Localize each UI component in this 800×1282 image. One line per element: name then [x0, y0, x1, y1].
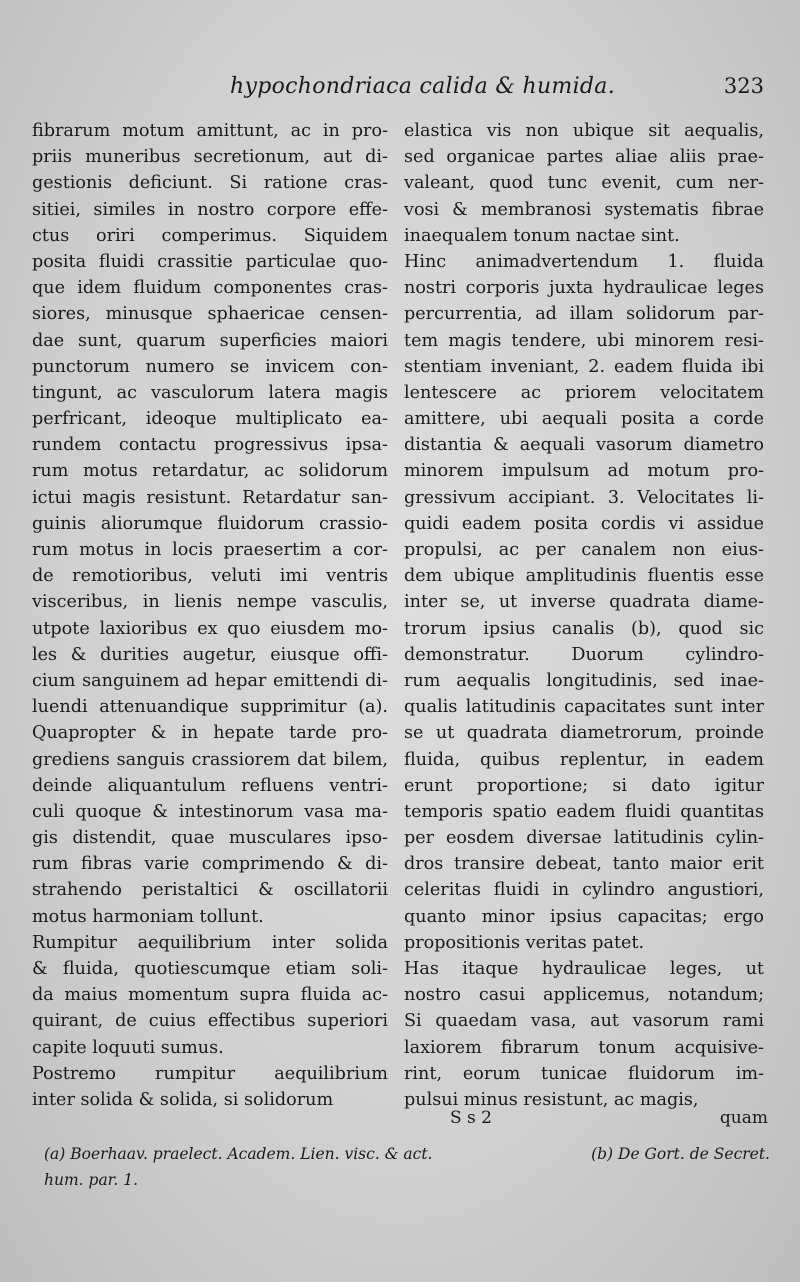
- text-line: rundem contactu progressivus ipsa-: [32, 435, 388, 456]
- page-header: [230, 74, 770, 104]
- text-line: gestionis deficiunt. Si ratione cras-: [32, 173, 388, 194]
- text-line: dros transire debeat, tanto maior erit: [404, 854, 764, 875]
- text-line: utpote laxioribus ex quo eiusdem mo-: [32, 618, 388, 639]
- text-line: cium sanguinem ad hepar emittendi di-: [32, 670, 388, 691]
- text-line: se ut quadrata diametrorum, proinde: [404, 723, 764, 744]
- text-line: propulsi, ac per canalem non eius-: [404, 540, 764, 560]
- text-line: les & durities augetur, eiusque offi-: [32, 644, 388, 665]
- text-line: strahendo peristaltici & oscillatorii: [32, 880, 388, 901]
- text-line: pulsui minus resistunt, ac magis,: [404, 1089, 699, 1110]
- text-line: per eosdem diversae latitudinis cylin-: [404, 828, 764, 849]
- text-line: deinde aliquantulum refluens ventri-: [32, 775, 388, 796]
- text-line: rint, eorum tunicae fluidorum im-: [404, 1063, 764, 1084]
- text-line: vosi & membranosi systematis fibrae: [404, 199, 764, 220]
- text-line: Si quaedam vasa, aut vasorum rami: [404, 1011, 764, 1032]
- footnote-line: [44, 1141, 770, 1167]
- text-line: elastica vis non ubique sit aequalis,: [404, 121, 764, 141]
- text-line: valeant, quod tunc evenit, cum ner-: [404, 173, 764, 194]
- text-line: Hinc animadvertendum 1. fluida: [404, 251, 764, 272]
- text-line: sitiei, similes in nostro corpore effe-: [32, 199, 388, 220]
- text-line: quanto minor ipsius capacitas; ergo: [404, 906, 764, 927]
- text-line: de remotioribus, veluti imi ventris: [32, 566, 388, 587]
- signature-mark: S s 2: [450, 1108, 492, 1128]
- text-line: grediens sanguis crassiorem dat bilem,: [32, 749, 388, 770]
- text-line: qualis latitudinis capacitates sunt inter: [404, 697, 764, 718]
- text-line: quidi eadem posita cordis vi assidue: [404, 513, 764, 534]
- text-line: distantia & aequali vasorum diametro: [404, 435, 764, 456]
- text-line: rum aequalis longitudinis, sed inae-: [404, 670, 764, 691]
- text-line: ctus oriri comperimus. Siquidem: [32, 225, 388, 246]
- text-line: perfricant, ideoque multiplicato ea-: [32, 409, 388, 430]
- text-line: guinis aliorumque fluidorum crassio-: [32, 513, 388, 534]
- text-line: fibrarum motum amittunt, ac in pro-: [32, 121, 388, 141]
- text-line: trorum ipsius canalis (b), quod sic: [404, 618, 764, 639]
- text-line: rum motus retardatur, ac solidorum: [32, 461, 388, 482]
- text-line: rum motus in locis praesertim a cor-: [32, 540, 388, 560]
- text-line: sed organicae partes aliae aliis prae-: [404, 147, 764, 168]
- text-line: demonstratur. Duorum cylindro-: [404, 644, 764, 665]
- text-line: quirant, de cuius effectibus superiori: [32, 1011, 388, 1032]
- text-line: Postremo rumpitur aequilibrium: [32, 1063, 388, 1084]
- text-line: erunt proportione; si dato igitur: [404, 775, 764, 796]
- text-line: tem magis tendere, ubi minorem resi-: [404, 330, 764, 351]
- text-line: Quapropter & in hepate tarde pro-: [32, 723, 388, 744]
- running-title: hypochondriaca calida & humida.: [230, 74, 616, 99]
- catchline: [404, 1108, 768, 1134]
- text-line: lentescere ac priorem velocitatem: [404, 382, 764, 403]
- text-line: fluida, quibus replentur, in eadem: [404, 749, 764, 770]
- text-line: gis distendit, quae musculares ipso-: [32, 828, 388, 849]
- left-text-column: [32, 118, 388, 1113]
- catchword: quam: [719, 1108, 768, 1128]
- text-line: stentiam inveniant, 2. eadem fluida ibi: [404, 356, 764, 377]
- text-line: priis muneribus secretionum, aut di-: [32, 147, 388, 168]
- footnote-a-continuation: hum. par. 1.: [44, 1171, 139, 1189]
- right-text-column: [404, 118, 764, 1113]
- text-line: dem ubique amplitudinis fluentis esse: [404, 566, 764, 587]
- text-line: inter solida & solida, si solidorum: [32, 1089, 334, 1110]
- page-number: 323: [723, 74, 764, 98]
- text-line: inaequalem tonum nactae sint.: [404, 225, 680, 246]
- text-line: gressivum accipiant. 3. Velocitates li-: [404, 487, 764, 508]
- text-line: Rumpitur aequilibrium inter solida: [32, 932, 388, 953]
- text-line: tingunt, ac vasculorum latera magis: [32, 382, 388, 403]
- text-line: nostro casui applicemus, notandum;: [404, 985, 764, 1006]
- text-line: posita fluidi crassitie particulae quo-: [32, 251, 388, 272]
- text-line: inter se, ut inverse quadrata diame-: [404, 592, 764, 613]
- text-line: & fluida, quotiescumque etiam soli-: [32, 959, 388, 979]
- text-line: capite loquuti sumus.: [32, 1037, 224, 1058]
- footnote-a: (a) Boerhaav. praelect. Academ. Lien. visc. & act.: [44, 1145, 433, 1163]
- text-line: da maius momentum supra fluida ac-: [32, 985, 388, 1006]
- text-line: visceribus, in lienis nempe vasculis,: [32, 592, 388, 613]
- text-line: punctorum numero se invicem con-: [32, 356, 388, 377]
- text-line: amittere, ubi aequali posita a corde: [404, 409, 764, 430]
- text-line: percurrentia, ad illam solidorum par-: [404, 304, 764, 325]
- text-line: rum fibras varie comprimendo & di-: [32, 854, 388, 875]
- text-line: siores, minusque sphaericae censen-: [32, 304, 388, 325]
- text-line: nostri corporis juxta hydraulicae leges: [404, 278, 764, 299]
- text-line: celeritas fluidi in cylindro angustiori,: [404, 880, 764, 901]
- text-line: propositionis veritas patet.: [404, 932, 645, 953]
- footnote-b: (b) De Gort. de Secret.: [591, 1145, 770, 1163]
- text-line: motus harmoniam tollunt.: [32, 906, 264, 927]
- footnotes: [44, 1141, 770, 1193]
- text-line: culi quoque & intestinorum vasa ma-: [32, 801, 388, 822]
- text-line: que idem fluidum componentes cras-: [32, 278, 388, 299]
- text-line: ictui magis resistunt. Retardatur san-: [32, 487, 388, 508]
- text-line: dae sunt, quarum superficies maiori: [32, 330, 388, 351]
- text-line: temporis spatio eadem fluidi quantitas: [404, 801, 764, 822]
- text-line: luendi attenuandique supprimitur (a).: [32, 697, 388, 718]
- text-line: Has itaque hydraulicae leges, ut: [404, 959, 764, 979]
- text-line: minorem impulsum ad motum pro-: [404, 461, 764, 482]
- text-line: laxiorem fibrarum tonum acquisive-: [404, 1037, 764, 1058]
